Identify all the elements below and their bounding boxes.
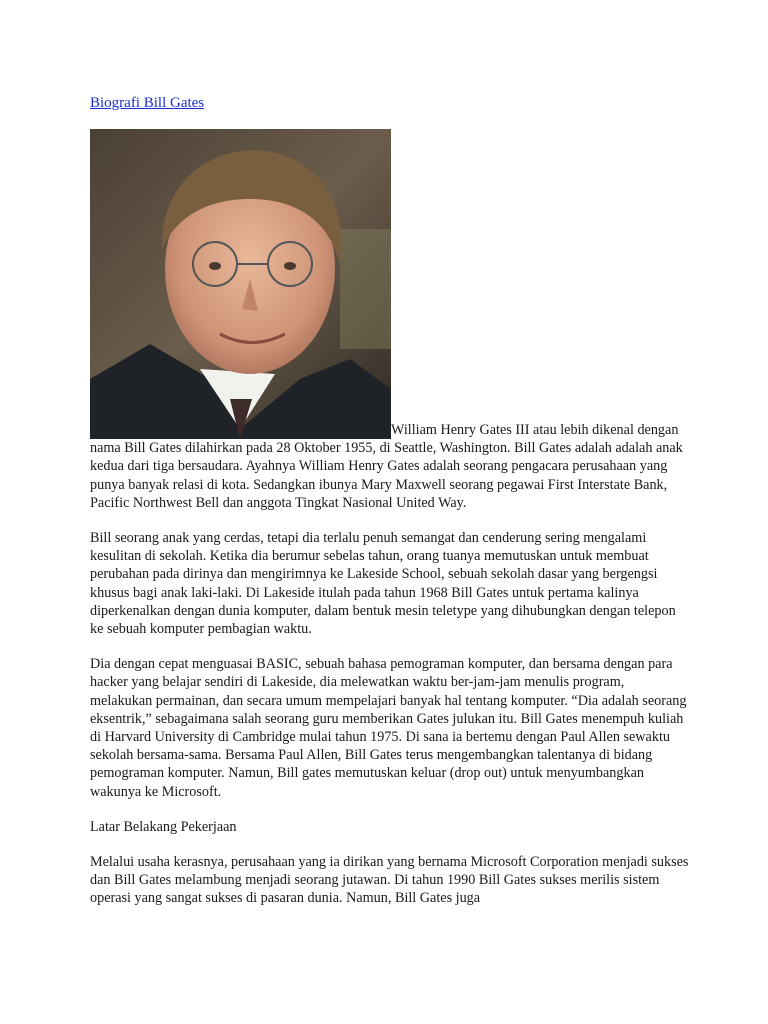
paragraph-1-text: William Henry Gates III atau lebih dikenal dengan nama Bill Gates dilahirkan pada 28 Oktober 1955, di Seattle, Washington. Bill Gates adalah adalah anak kedua dari tiga bersaudara. Ayahnya William Henry Gates adalah seorang pengacara perusahaan yang punya banyak relasi di kota. Sedangkan ibunya Mary Maxwell seorang pegawai First Interstate Bank, Pacific Northwest Bell dan anggota Tingkat Nasional United Way. <box>90 422 683 511</box>
paragraph-3: Dia dengan cepat menguasai BASIC, sebuah bahasa pemograman komputer, dan bersama dengan para hacker yang belajar sendiri di Lakeside, dia melewatkan waktu ber-jam-jam menulis program, melakukan permainan, dan secara umum mempelajari banyak hal tentang komputer. “Dia adalah seorang eksentrik,” sebagaimana salah seorang guru memberikan Gates julukan itu. Bill Gates menempuh kuliah di Harvard University di Cambridge mulai tahun 1975. Di sana ia bertemu dengan Paul Allen sewaktu sekolah bersama-sama. Bersama Paul Allen, Bill Gates terus mengembangkan talentanya di bidang pemograman komputer. Namun, Bill gates memutuskan keluar (drop out) untuk menyumbangkan wakunya ke Microsoft. <box>90 656 687 800</box>
paragraph-2: Bill seorang anak yang cerdas, tetapi dia terlalu penuh semangat dan cenderung sering mengalami kesulitan di sekolah. Ketika dia berumur sebelas tahun, orang tuanya memutuskan untuk membuat perubahan pada dirinya dan mengirimnya ke Lakeside School, sebuah sekolah dasar yang bergengsi khusus bagi anak laki-laki. Di Lakeside itulah pada tahun 1968 Bill Gates untuk pertama kalinya diperkenalkan dengan dunia komputer, dalam bentuk mesin teletype yang dihubungkan dengan telepon ke sebuah komputer pembagian waktu. <box>90 530 676 638</box>
paragraph-1 <box>90 129 690 512</box>
portrait-image <box>90 129 391 439</box>
portrait-photo <box>90 129 391 439</box>
section-heading: Latar Belakang Pekerjaan <box>90 818 237 835</box>
document-page <box>90 94 690 925</box>
page-title-link[interactable]: Biografi Bill Gates <box>90 95 205 111</box>
paragraph-4: Melalui usaha kerasnya, perusahaan yang ia dirikan yang bernama Microsoft Corporation menjadi sukses dan Bill Gates melambung menjadi seorang jutawan. Di tahun 1990 Bill Gates sukses merilis sistem operasi yang sangat sukses di pasaran dunia. Namun, Bill Gates juga <box>90 854 689 907</box>
